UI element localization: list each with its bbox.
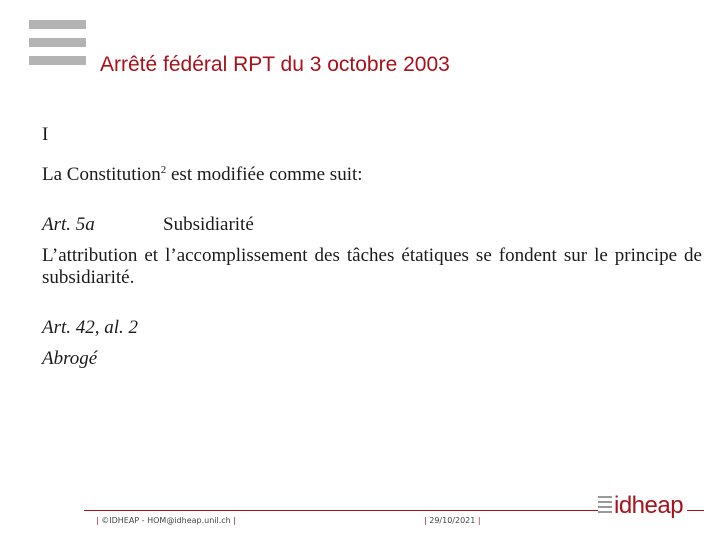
article-42-label: Art. 42, al. 2 [42, 317, 139, 338]
footer-copyright-text: ©IDHEAP - HOM@idheap.unil.ch [101, 516, 231, 525]
intro-text-end: est modifiée comme suit: [166, 164, 363, 185]
logo-bar [29, 56, 86, 65]
brand-name: idheap [614, 492, 684, 519]
logo-lines-icon [598, 496, 612, 516]
footer-copyright: | ©IDHEAP - HOM@idheap.unil.ch | [96, 516, 236, 525]
footnote-marker: 2 [160, 164, 167, 176]
logo-bar [29, 38, 86, 47]
footer-date: | 29/10/2021 | [424, 516, 481, 525]
logo-bar [29, 20, 86, 29]
footer-date-text: 29/10/2021 [429, 516, 476, 525]
article-5a-title: Subsidiarité [163, 214, 254, 235]
slide-title: Arrêté fédéral RPT du 3 octobre 2003 [100, 53, 450, 76]
article-5a-label: Art. 5a [42, 214, 95, 235]
article-42-text: Abrogé [42, 348, 98, 369]
intro-sentence [42, 164, 363, 186]
article-5a-heading [42, 214, 254, 236]
section-numeral: I [42, 124, 49, 145]
intro-text-start: La Constitution [42, 164, 161, 185]
idheap-logo [598, 490, 687, 522]
article-5a-text: L’attribution et l’accomplissement des tâches étatiques se fondent sur le principe de subsidiarité. [42, 245, 702, 288]
menu-bars-logo [29, 20, 86, 74]
